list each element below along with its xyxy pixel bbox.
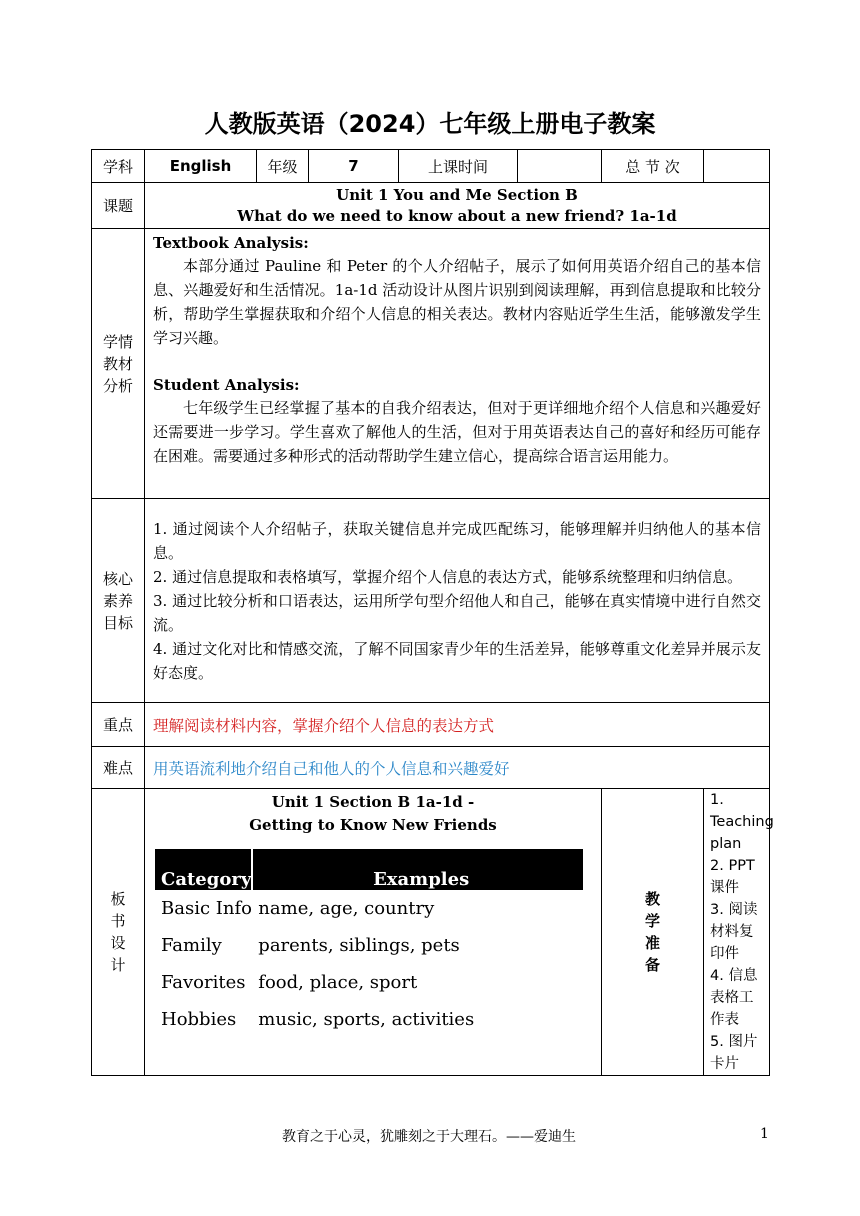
prep-label-line: 准 (644, 934, 660, 952)
difficulty-text: 用英语流利地介绍自己和他人的个人信息和兴趣爱好 (145, 747, 770, 789)
examples-column-header: Examples (252, 849, 583, 890)
category-cell: Basic Info (161, 898, 252, 919)
examples-cell: music, sports, activities (258, 1009, 475, 1030)
objective-item: 4. 通过文化对比和情感交流，了解不同国家青少年的生活差异，能够尊重文化差异并展示友好态度。 (153, 639, 761, 682)
category-cell: Hobbies (161, 1009, 237, 1030)
board-table (155, 849, 583, 1038)
teaching-prep-label (602, 789, 704, 1076)
topic-content (145, 183, 770, 229)
objectives-label (92, 499, 145, 703)
board-table-row (155, 927, 583, 964)
board-design-label (92, 789, 145, 1076)
prep-label-line: 备 (644, 956, 660, 974)
prep-item: 4. 信息表格工作表 (710, 968, 758, 1028)
objectives-row (92, 499, 770, 703)
objectives-label-line: 素养 (102, 591, 133, 610)
topic-row (92, 183, 770, 229)
board-heading-1: Unit 1 Section B 1a-1d - (271, 793, 475, 811)
board-table-row (155, 1001, 583, 1038)
board-table-row (155, 964, 583, 1001)
board-table-row (155, 890, 583, 927)
student-analysis-heading: Student Analysis: (153, 376, 300, 394)
objective-item: 2. 通过信息提取和表格填写，掌握介绍个人信息的表达方式，能够系统整理和归纳信息。 (153, 567, 743, 586)
analysis-label-line: 学情 (102, 332, 133, 351)
objectives-label-line: 核心 (102, 569, 133, 588)
key-point-text: 理解阅读材料内容，掌握介绍个人信息的表达方式 (145, 703, 770, 747)
category-cell: Family (161, 935, 222, 956)
objectives-content (145, 499, 770, 703)
analysis-content (145, 229, 770, 499)
board-label-line: 书 (110, 912, 126, 930)
teaching-prep-list (704, 789, 774, 1076)
total-sessions-label: 总 节 次 (602, 150, 704, 183)
class-time-value (518, 150, 602, 183)
board-label-line: 设 (110, 934, 126, 952)
student-analysis-text: 七年级学生已经掌握了基本的自我介绍表达，但对于更详细地介绍个人信息和兴趣爱好还需要进一步学习。学生喜欢了解他人的生活，但对于用英语表达自己的喜好和经历可能存在困难。需要通过多种形式的活动帮助学生建立信心，提高综合语言运用能力。 (153, 399, 761, 465)
objective-item: 3. 通过比较分析和口语表达，运用所学句型介绍他人和自己，能够在真实情境中进行自然交流。 (153, 591, 761, 634)
board-label-line: 板 (110, 890, 126, 908)
page-title: 人教版英语（2024）七年级上册电子教案 (204, 110, 656, 138)
topic-label: 课题 (92, 183, 145, 229)
footer-quote: 教育之于心灵，犹雕刻之于大理石。——爱迪生 (282, 1129, 576, 1145)
textbook-analysis-heading: Textbook Analysis: (153, 234, 309, 252)
key-point-label: 重点 (92, 703, 145, 747)
topic-line-2: What do we need to know about a new friend? 1a-1d (237, 206, 677, 225)
key-point-row (92, 703, 770, 747)
examples-cell: food, place, sport (258, 972, 418, 993)
board-design-content (145, 789, 602, 1076)
board-label-line: 计 (110, 956, 126, 974)
objective-item: 1. 通过阅读个人介绍帖子，获取关键信息并完成匹配练习，能够理解并归纳他人的基本信息。 (153, 519, 761, 562)
analysis-label-line: 教材 (102, 354, 133, 373)
analysis-label-line: 分析 (102, 376, 133, 395)
header-row (92, 150, 770, 183)
textbook-analysis-text: 本部分通过 Pauline 和 Peter 的个人介绍帖子，展示了如何用英语介绍自己的基本信息、兴趣爱好和生活情况。1a-1d 活动设计从图片识别到阅读理解，再到信息提取和比较分析，帮助学生掌握获取和介绍个人信息的相关表达。教材内容贴近学生生活，能够激发学生学习兴趣。 (153, 257, 761, 347)
difficulty-label: 难点 (92, 747, 145, 789)
total-sessions-value (704, 150, 770, 183)
grade-value: 7 (309, 150, 399, 183)
page-number: 1 (760, 1126, 769, 1142)
objectives-label-line: 目标 (102, 613, 133, 632)
prep-item: 3. 阅读材料复印件 (710, 902, 758, 962)
difficulty-row (92, 747, 770, 789)
analysis-row (92, 229, 770, 499)
lesson-plan-table (91, 149, 774, 1076)
category-column-header: Category (155, 849, 252, 890)
board-row (92, 789, 770, 1076)
analysis-label (92, 229, 145, 499)
subject-label: 学科 (92, 150, 145, 183)
prep-item: 2. PPT 课件 (710, 858, 755, 896)
prep-item: 5. 图片卡片 (710, 1034, 758, 1072)
prep-item: 1. Teaching plan (710, 792, 774, 852)
subject-value: English (145, 150, 257, 183)
topic-line-1: Unit 1 You and Me Section B (336, 185, 578, 204)
examples-cell: name, age, country (258, 898, 435, 919)
prep-label-line: 学 (644, 912, 660, 930)
class-time-label: 上课时间 (399, 150, 518, 183)
board-table-header (155, 849, 583, 890)
grade-label: 年级 (257, 150, 309, 183)
examples-cell: parents, siblings, pets (258, 935, 460, 956)
board-heading-2: Getting to Know New Friends (249, 816, 497, 834)
category-cell: Favorites (161, 972, 246, 993)
prep-label-line: 教 (644, 890, 660, 908)
